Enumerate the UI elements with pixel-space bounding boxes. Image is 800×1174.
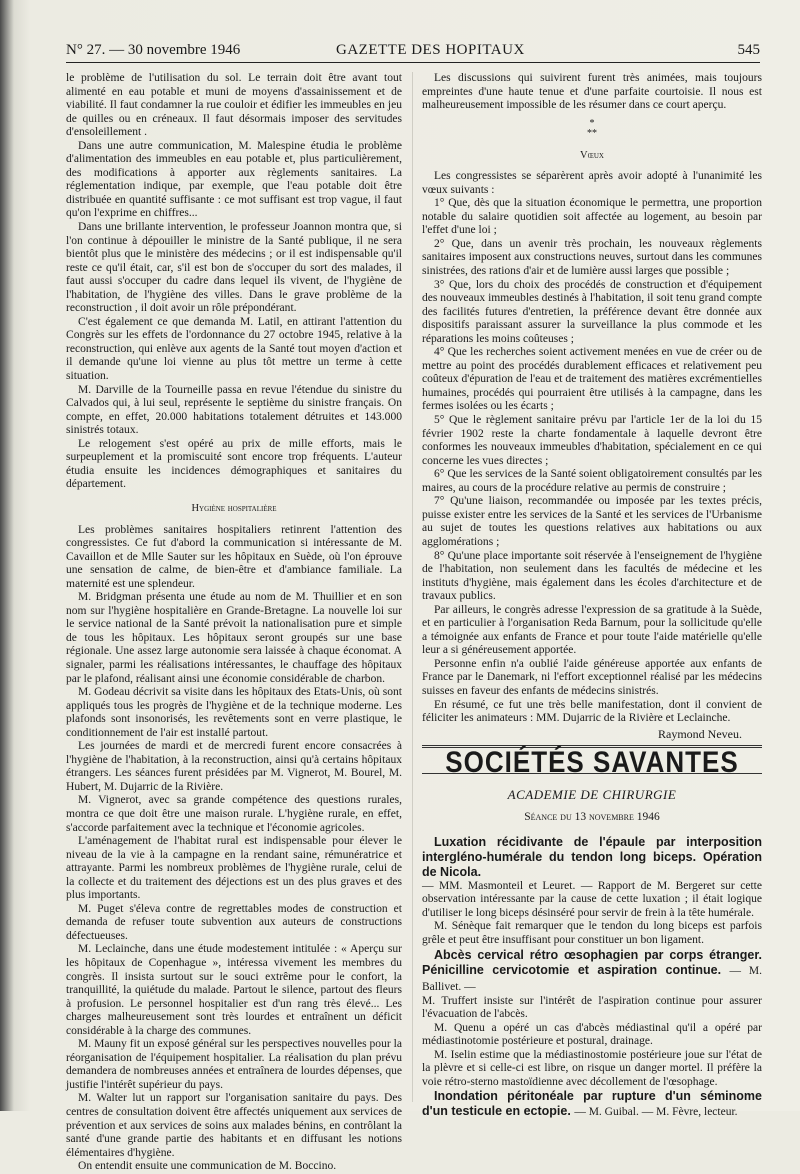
article-title: [422, 835, 762, 880]
article-title-text: Luxation récidivante de l'épaule par interposition intergléno-humérale du tendon long biceps. Opération de Nicola.: [422, 834, 762, 879]
article-authors: — M. Guibal. — M. Fèvre, lecteur.: [574, 1106, 738, 1119]
paragraph: M. Quenu a opéré un cas d'abcès médiastinal qu'il a opéré par médiastinotomie postérieure et postural, drainage.: [422, 1021, 762, 1048]
paragraph: Dans une autre communication, M. Malespine étudia le problème d'alimentation des immeubles en eau potable et, plus particulièrement, des modifications à apporter aux règlements sanitaires. La réglementation indique, par exemple, que l'eau potable doit être distribuée en quantité suffisante : ce mot suffisant est trop vague, il faut qu'on l'exprime en chiffres...: [66, 139, 402, 220]
article-title-text: Abcès cervical rétro œsophagien par corps étranger. Pénicilline cervicotomie et aspiration continue.: [422, 947, 762, 977]
paragraph: Le relogement s'est opéré au prix de mille efforts, mais le surpeuplement et la promiscuité sont encore trop fréquents. L'auteur étudia ensuite les incidences démographiques et sanitaires du département.: [66, 437, 402, 491]
wish-item: 6° Que les services de la Santé soient obligatoirement consultés par les maires, au cours de la procédure relative au permis de construire ;: [422, 468, 762, 494]
section-heading: Hygiène hospitalière: [191, 502, 277, 514]
paragraph: M. Vignerot, avec sa grande compétence des questions rurales, montra ce que doit être une maison rurale. L'hygiène rurale, en effet, s'accorde parfaitement avec la technique et l'économie agricoles.: [66, 794, 402, 834]
session-date: Séance du 13 novembre 1946: [524, 811, 660, 824]
paragraph: En résumé, ce fut une très belle manifestation, dont il convient de féliciter les animateurs : MM. Dujarric de la Rivière et Leclainche.: [422, 698, 762, 725]
wish-item: 8° Qu'une place importante soit réservée à l'enseignement de l'hygiène de l'habitation, non seulement dans les facultés de médecine et les instituts d'hygiène, mais également dans les écoles d'architecture et de travaux publics.: [422, 549, 762, 603]
paragraph: C'est également ce que demanda M. Latil, en attirant l'attention du Congrès sur les effets de l'ordonnance du 27 octobre 1945, relative à la reconstruction, qui enlève aux agents de la Santé tout moyen d'action et il demande qu'une loi vienne au plus tôt mettre un terme à cette situation.: [66, 315, 402, 383]
paragraph: M. Walter lut un rapport sur l'organisation sanitaire du pays. Des centres de consultation doivent être affectés uniquement aux services de prévention et aux services de soins aux malades bénins, en contrôlant la santé d'une grande partie des habitants et en diffusant les notions élémentaires d'hygiène.: [66, 1092, 402, 1159]
paragraph: Dans une brillante intervention, le professeur Joannon montra que, si l'on continue à dépouiller le ministre de la Santé publique, il ne sera bientôt plus que le ministère des médecins ; or il est indispensable qu'il reste ce qu'il était, car, s'il est bon de s'occuper du sort des malades, il faut aussi s'occuper du cadre dans lequel ils vivent, de l'hygiène de l'habitation, de l'hygiène des villes. Dans le grave problème de la reconstruction , il doit avoir un rôle prépondérant.: [66, 221, 402, 315]
wish-item: 1° Que, dès que la situation économique le permettra, une proportion notable du salaire quotidien soit affectée au logement, au besoin par l'effet d'une loi ;: [422, 197, 762, 237]
section-separator-stars: * **: [587, 117, 597, 139]
wish-item: 2° Que, dans un avenir très prochain, les nouveaux règlements sanitaires imposent aux constructions neuves, surtout dans les communes sinistrées, des rations d'air et de lumière aussi larges que possible ;: [422, 237, 762, 278]
page-header: [66, 38, 760, 63]
paragraph: M. Bridgman présenta une étude au nom de M. Thuillier et en son nom sur l'hygiène hospitalière en Grande-Bretagne. La nouvelle loi sur le service national de la Santé prévoit la nationalisation pure et simple de tous les hôpitaux. Les hôpitaux seront groupés sur une base régionale. Une assez large autonomie sera laissée à chaque économat. A signaler, parmi les réalisations intéressantes, le chauffage des hôpitaux par le plafond, réalisant ainsi une économie considérable de charbon.: [66, 591, 402, 685]
page-number: 545: [737, 42, 760, 58]
paragraph: M. Puget s'éleva contre de regrettables modes de construction et demanda de refuser toute subvention aux auteurs de constructions défectueuses.: [66, 902, 402, 942]
wish-item: 5° Que le règlement sanitaire prévu par l'article 1er de la loi du 15 février 1902 reste la charte fondamentale à laquelle devront être conformes les nouveaux immeubles d'habitation, spécialement en ce qui concerne les vues directes ;: [422, 414, 762, 467]
wish-item: 7° Qu'une liaison, recommandée ou imposée par les textes précis, puisse exister entre les services de la Santé et les services de l'Urbanisme au sujet de toutes les questions relatives aux habitations ou aux agglomérations ;: [422, 495, 762, 548]
paragraph: M. Mauny fit un exposé général sur les perspectives nouvelles pour la réorganisation de l'équipement hospitalier. La réalisation du plan prévu demandera de nombreuses années et entraînera de lourdes dépenses, que justifie l'intérêt supérieur du pays.: [66, 1038, 402, 1091]
paragraph: Les congressistes se séparèrent après avoir adopté à l'unanimité les vœux suivants :: [422, 170, 762, 196]
paragraph: Les problèmes sanitaires hospitaliers retinrent l'attention des congressistes. Ce fut d'abord la communication si intéressante de M. Cavaillon et de Mlle Sauter sur les hôpitaux en Suède, où l'on éprouve une sensation de calme, de bien-être et d'ambiance familiale. La maternité est une splendeur.: [66, 523, 402, 590]
paragraph: Personne enfin n'a oublié l'aide généreuse apportée aux enfants de France par le Danemark, ni l'effort exceptionnel réalisé par les médecins suisses en faveur des enfants de médecins sinistrés.: [422, 657, 762, 697]
paragraph: On entendit ensuite une communication de M. Boccino.: [78, 1160, 337, 1173]
issue-date: N° 27. — 30 novembre 1946: [66, 42, 241, 58]
article-text: M. Truffert insiste sur l'intérêt de l'aspiration continue pour assurer l'évacuation de l'abcès.: [422, 994, 762, 1021]
academy-heading: ACADEMIE DE CHIRURGIE: [507, 786, 677, 802]
article-authors: — M. Ballivet. —: [422, 964, 762, 993]
paragraph: L'aménagement de l'habitat rural est indispensable pour élever le niveau de la vie à la campagne en la rendant saine, rémunératrice et attrayante. Parmi les nombreux problèmes de l'hygiène rurale, celui de la collecte et du traitement des déjections est un des plus graves et des plus importants.: [66, 835, 402, 902]
left-column: [66, 72, 402, 1174]
paragraph: Les journées de mardi et de mercredi furent encore consacrées à l'hygiène de l'habitation, à la reconstruction, ainsi qu'à certains hôpitaux étrangers. Les séances furent présidées par M. Vignerot, M. Bourel, M. Hubert, M. Dujarric de la Rivière.: [66, 740, 402, 793]
paragraph: M. Godeau décrivit sa visite dans les hôpitaux des Etats-Unis, où sont appliqués tous les progrès de l'hygiène et de la technique moderne. Les plafonds sont insonorisés, les revêtements sont en verre plastique, le conditionnement de l'air est installé partout.: [66, 686, 402, 739]
paragraph: le problème de l'utilisation du sol. Le terrain doit être avant tout alimenté en eau potable et muni de moyens d'assainissement et de viabilité. Il faut condamner la rue couloir et édifier les immeubles en jeu de quilles ou en créneaux. Il faut désormais imposer des servitudes d'ensoleillement .: [66, 72, 402, 139]
article-title-text: Inondation péritonéale par rupture d'un séminome d'un testicule en ectopie.: [422, 1089, 762, 1119]
paragraph: M. Sénèque fait remarquer que le tendon du long biceps est parfois grêle et peut être insuffisant pour constituer un bon ligament.: [422, 920, 762, 946]
paragraph: M. Darville de la Tourneille passa en revue l'étendue du sinistre du Calvados qui, à lui seul, représente le septième du sinistre français. On compte, en effet, 20.000 habitations totalement détruites et 143.000 sinistrés totaux.: [66, 383, 402, 437]
author-signature: Raymond Neveu.: [658, 726, 742, 741]
article-title: [422, 948, 762, 995]
paragraph: M. Leclainche, dans une étude modestement intitulée : « Aperçu sur les hôpitaux de Copenhague », intéressa vivement les membres du congrès. Il insista surtout sur le souci extrême pour le confort, la tranquillité, la quiétude du malade. Partout le silence, partout des fleurs à profusion. Le personnel hospitalier est d'un rang très élevé... Les charges malheureusement sont très lourdes et entraînent un déficit considérable à la charge des communes.: [66, 943, 402, 1037]
paragraph: Par ailleurs, le congrès adresse l'expression de sa gratitude à la Suède, et en particulier à l'organisation Reda Barnum, pour la sollicitude qu'elle a témoignée aux enfants de France et pour toute l'aide matérielle qu'elle leur a si généreusement apportée.: [422, 603, 762, 657]
article-body: [422, 880, 762, 921]
section-banner-title: SOCIÉTÉS SAVANTES: [445, 744, 739, 780]
column-divider: [412, 72, 413, 1102]
journal-title: GAZETTE DES HOPITAUX: [336, 42, 525, 58]
article-text: Rapport de M. Bergeret sur cette observation intéressante par la cause de cette luxation ; il était logique d'utiliser le long biceps désinséré pour servir de frein à la tête humérale.: [422, 879, 762, 919]
article-title: [422, 1089, 762, 1120]
paragraph: M. Iselin estime que la médiastinostomie postérieure joue sur l'état de la plèvre et si celle-ci est libre, on risque un danger mortel. Il préfère la voie rétro-sterno mastoïdienne avec décollement de l'œsophage.: [422, 1048, 762, 1088]
article-authors: — MM. Masmonteil et Leuret. —: [422, 879, 593, 892]
section-heading: Vœux: [580, 149, 604, 161]
paragraph: Les discussions qui suivirent furent très animées, mais toujours empreintes d'une haute tenue et d'une parfaite courtoisie. Il nous est malheureusement impossible de les résumer dans ce court aperçu.: [422, 72, 762, 112]
wish-item: 3° Que, lors du choix des procédés de construction et d'équipement des nouveaux immeubles destinés à l'habitation, il soit tenu grand compte des facilités futures d'entretien, la préférence devant être donnée aux dispositifs paraissant assurer la surveillance la plus commode et les réparations les moins coûteuses ;: [422, 278, 762, 345]
right-column: [422, 72, 762, 1120]
wish-item: 4° Que les recherches soient activement menées en vue de créer ou de mettre au point des procédés durablement efficaces et relativement peu coûteux d'épuration de l'eau et de traitement des matières excrémentielles humaines, procédés qui pourraient être utilisés à la campagne, dans les fermes isolées ou les écarts ;: [422, 346, 762, 413]
